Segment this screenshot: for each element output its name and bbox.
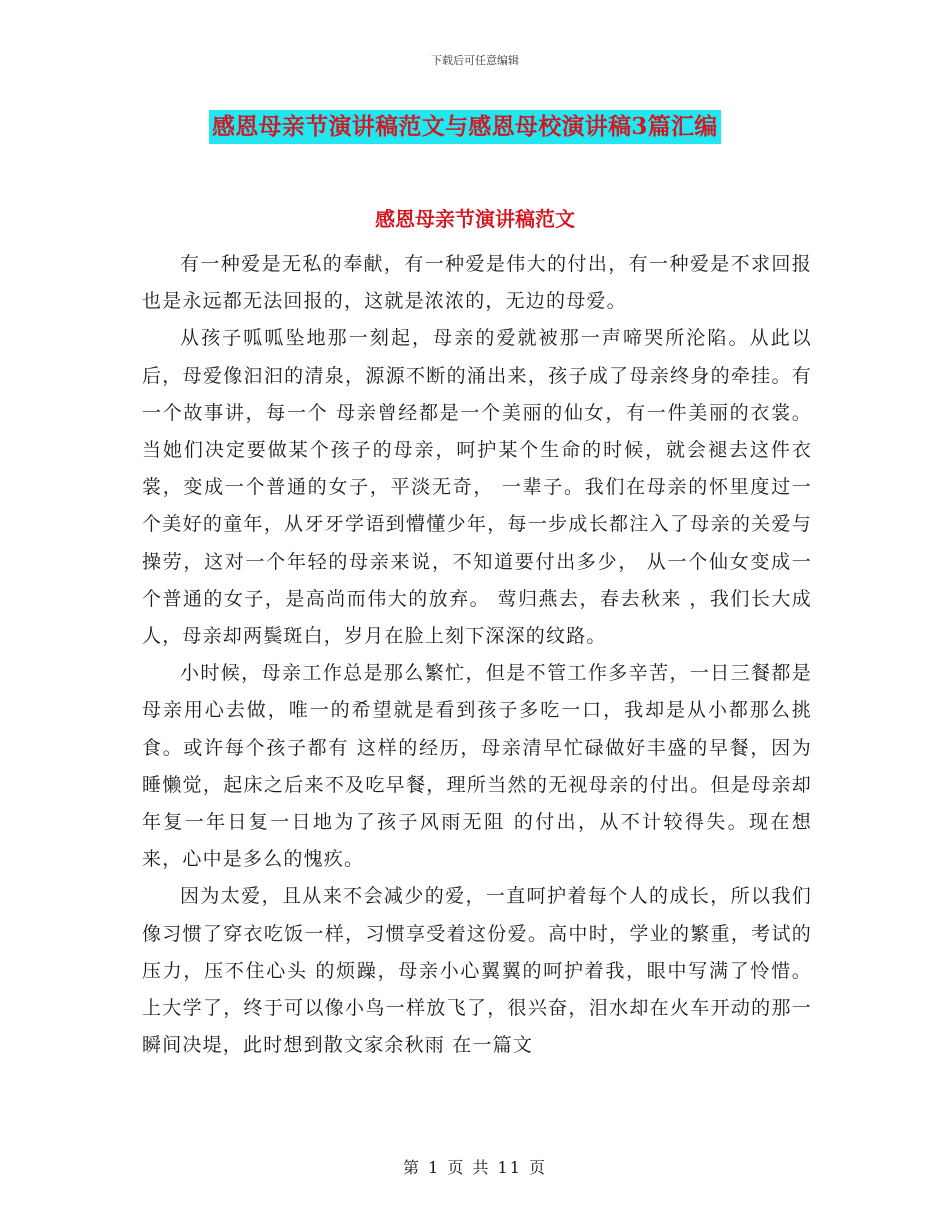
paragraph: 从孩子呱呱坠地那一刻起，母亲的爱就被那一声啼哭所沦陷。从此以后，母爱像汩汩的清泉，源源不断的涌出来，孩子成了母亲终身的牵挂。有一个故事讲，每一个 母亲曾经都是一个美丽的仙女，有一件美丽的衣裳。当她们决定要做某个孩子的母亲，呵护某个生命的时候，就会褪去这件衣裳，变成一个普通的女子，平淡无奇， 一辈子。我们在母亲的怀里度过一个美好的童年，从牙牙学语到懵懂少年，每一步成长都注入了母亲的关爱与操劳，这对一个年轻的母亲来说，不知道要付出多少， 从一个仙女变成一个普通的女子，是高尚而伟大的放弃。 莺归燕去，春去秋来 ，我们长大成人，母亲却两鬓斑白，岁月在脸上刻下深深的纹路。 [142, 327, 812, 648]
paragraph: 因为太爱，且从来不会减少的爱，一直呵护着每个人的成长，所以我们像习惯了穿衣吃饭一样，习惯享受着这份爱。高中时，学业的繁重，考试的压力，压不住心头 的烦躁，母亲小心翼翼的呵护着我，眼中写满了怜惜。上大学了，终于可以像小鸟一样放飞了，很兴奋，泪水却在火车开动的那一瞬间决堤，此时想到散文家余秋雨 在一篇文 [142, 885, 812, 1057]
paragraph: 有一种爱是无私的奉献，有一种爱是伟大的付出，有一种爱是不求回报也是永远都无法回报的，这就是浓浓的，无边的母爱。 [142, 253, 812, 313]
paragraph: 小时候，母亲工作总是那么繁忙，但是不管工作多辛苦，一日三餐都是母亲用心去做，唯一的希望就是看到孩子多吃一口，我却是从小都那么挑食。或许每个孩子都有 这样的经历，母亲清早忙碌做好丰盛的早餐，因为睡懒觉，起床之后来不及吃早餐，理所当然的无视母亲的付出。但是母亲却年复一年日复一日地为了孩子风雨无阻 的付出，从不计较得失。现在想来，心中是多么的愧疚。 [142, 662, 812, 871]
header-note: 下载后可任意编辑 [431, 54, 519, 67]
section-title: 感恩母亲节演讲稿范文 [375, 207, 575, 231]
body-text [142, 246, 812, 1064]
page-number-footer: 第 1 页 共 11 页 [403, 1158, 547, 1177]
document-title: 感恩母亲节演讲稿范文与感恩母校演讲稿3篇汇编 [209, 110, 721, 144]
